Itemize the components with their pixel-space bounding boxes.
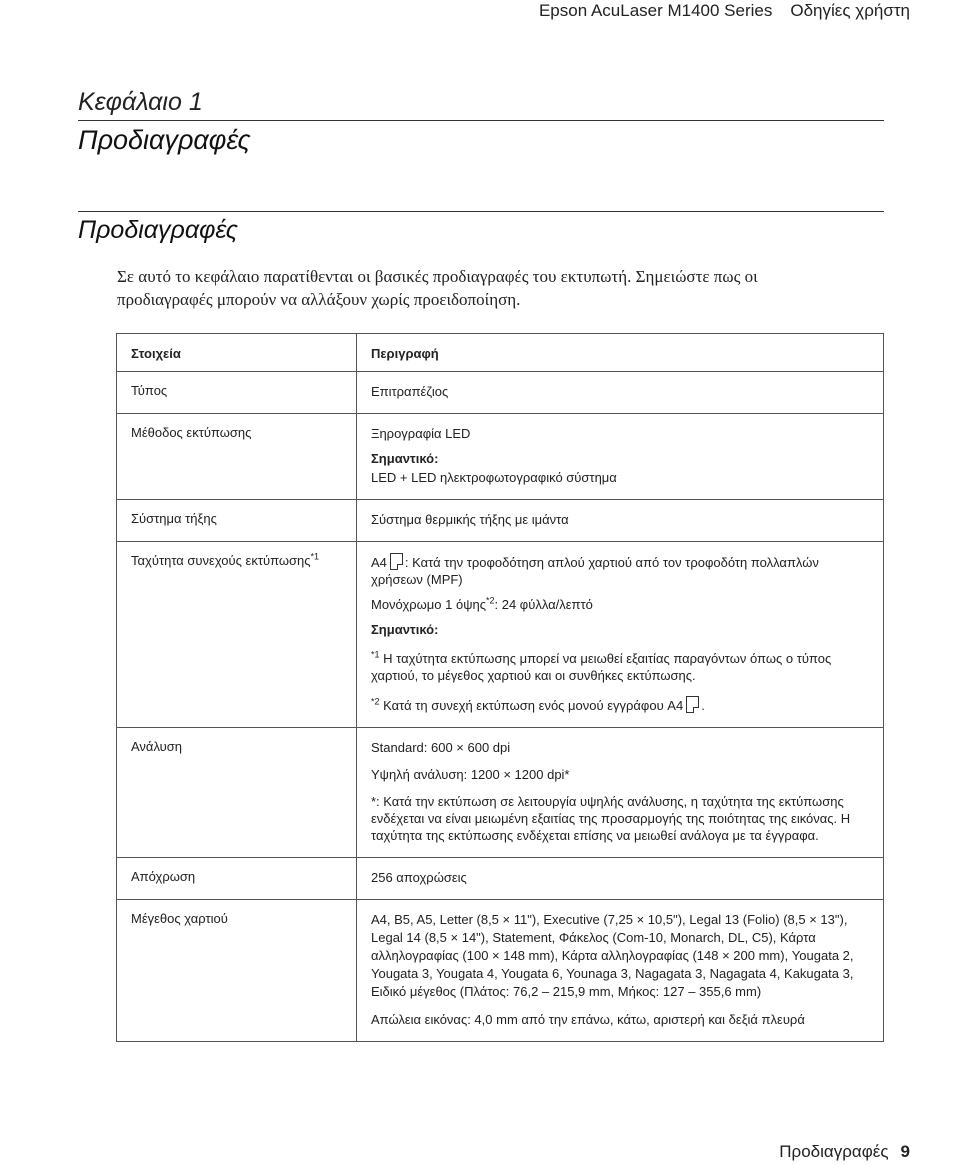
resolution-footnote: *: Κατά την εκτύπωση σε λειτουργία υψηλής ανάλυσης, η ταχύτητα της εκτύπωσης ενδέχεται να είναι μειωμένη εξαιτίας της προσαρμογής της ποιότητας της εικόνας. Η ταχύτητα της εκτύπωσης ενδέχεται επίσης να μειωθεί ανάλογα με τα έγγραφα. bbox=[371, 794, 851, 843]
image-loss-margin: Απώλεια εικόνας: 4,0 mm από την επάνω, κάτω, αριστερή και δεξιά πλευρά bbox=[371, 1012, 805, 1027]
footer-section: Προδιαγραφές bbox=[779, 1142, 889, 1161]
row-label: Τύπος bbox=[117, 372, 357, 414]
intro-line-1: Σε αυτό το κεφάλαιο παρατίθενται οι βασικές προδιαγραφές του εκτυπωτή. Σημειώστε πως οι bbox=[117, 267, 758, 286]
chapter-label: Κεφάλαιο 1 bbox=[78, 88, 203, 116]
intro-line-2: προδιαγραφές μπορούν να αλλάξουν χωρίς προειδοποίηση. bbox=[117, 290, 521, 309]
row-value: 256 αποχρώσεις bbox=[371, 870, 467, 885]
note-label: Σημαντικό: bbox=[371, 451, 439, 466]
intro-paragraph bbox=[117, 265, 877, 311]
portrait-paper-icon bbox=[686, 696, 699, 713]
row-value: Ξηρογραφία LED bbox=[371, 426, 471, 441]
table-row-type bbox=[117, 372, 884, 414]
table-row-paper-size bbox=[117, 900, 884, 1042]
header-product: Epson AcuLaser M1400 Series bbox=[538, 1, 773, 20]
row-label: Μέγεθος χαρτιού bbox=[117, 900, 357, 1042]
note-2: $^{*2}$ Κατά τη συνεχή εκτύπωση ενός μονού εγγράφου A4 . bbox=[371, 696, 705, 713]
header-items: Στοιχεία bbox=[117, 334, 357, 372]
header-description: Περιγραφή bbox=[357, 334, 884, 372]
table-row-fusing bbox=[117, 500, 884, 542]
spec-table bbox=[116, 333, 884, 1042]
table-row-gradation bbox=[117, 858, 884, 900]
a4-speed: A4 : Κατά την τροφοδότηση απλού χαρτιού από τον τροφοδότη πολλαπλών χρήσεων (MPF) bbox=[371, 555, 819, 587]
note-label: Σημαντικό: bbox=[371, 622, 439, 637]
row-value: Σύστημα θερμικής τήξης με ιμάντα bbox=[371, 512, 569, 527]
table-row-print-speed bbox=[117, 542, 884, 728]
portrait-paper-icon bbox=[390, 553, 403, 570]
row-label: Μέθοδος εκτύπωσης bbox=[117, 414, 357, 500]
row-label: Ταχύτητα συνεχούς εκτύπωσης$^{*1}$ bbox=[117, 542, 357, 728]
chapter-title: Προδιαγραφές bbox=[78, 125, 251, 155]
section-title: Προδιαγραφές bbox=[78, 216, 238, 244]
page-footer bbox=[779, 1142, 910, 1162]
section-rule bbox=[78, 211, 884, 212]
table-row-print-method bbox=[117, 414, 884, 500]
page-number: 9 bbox=[900, 1142, 910, 1161]
running-header bbox=[521, 0, 910, 22]
paper-size-list: A4, B5, A5, Letter (8,5 × 11"), Executive (7,25 × 10,5"), Legal 13 (Folio) (8,5 × 13"), Legal 14 (8,5 × 14"), Statement, Φάκελος (Com-10, Monarch, DL, C5), Κάρτα αλληλογραφίας (100 × 148 mm), Κάρτα αλληλογραφίας (148 × 200 mm), Yougata 2, Yougata 3, Yougata 4, Yougata 6, Younaga 3, Nagagata 3, Nagagata 4, Kakugata 3, Ειδικό μέγεθος (Πλάτος: 76,2 – 215,9 mm, Μήκος: 127 – 355,6 mm) bbox=[371, 912, 854, 999]
row-label: Ανάλυση bbox=[117, 728, 357, 858]
mono-speed: Μονόχρωμο 1 όψης$^{*2}$: 24 φύλλα/λεπτό bbox=[371, 595, 593, 612]
row-label: Απόχρωση bbox=[117, 858, 357, 900]
note-text: LED + LED ηλεκτροφωτογραφικό σύστημα bbox=[371, 470, 617, 485]
note-1: $^{*1}$ Η ταχύτητα εκτύπωσης μπορεί να μειωθεί εξαιτίας παραγόντων όπως ο τύπος χαρτιού, το μέγεθος χαρτιού και οι συνθήκες εκτύπωσης. bbox=[371, 649, 832, 683]
table-row-resolution bbox=[117, 728, 884, 858]
table-header-row bbox=[117, 334, 884, 372]
row-label: Σύστημα τήξης bbox=[117, 500, 357, 542]
resolution-high: Υψηλή ανάλυση: 1200 × 1200 dpi* bbox=[371, 767, 570, 782]
row-value: Επιτραπέζιος bbox=[371, 384, 449, 399]
resolution-standard: Standard: 600 × 600 dpi bbox=[371, 740, 511, 755]
chapter-rule bbox=[78, 120, 884, 121]
header-guide: Οδηγίες χρήστη bbox=[790, 1, 910, 20]
